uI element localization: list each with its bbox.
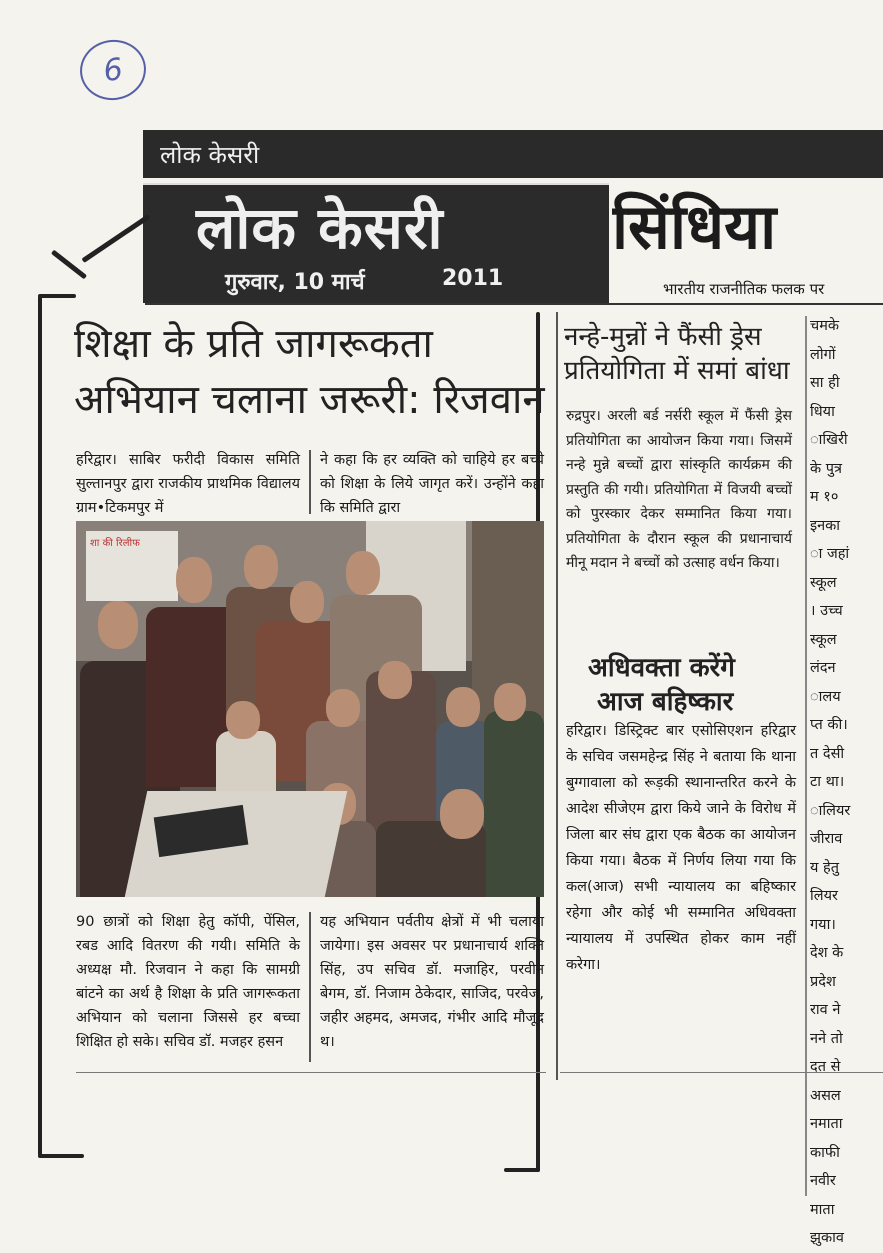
edge-column-line: ा जहां	[810, 546, 850, 562]
edge-column-line: प्त की।	[810, 717, 848, 733]
masthead-topbar-text: लोक केसरी	[160, 141, 260, 169]
photo-notice-board: शा की रिलीफ	[86, 531, 178, 601]
edge-column-line: काफी	[810, 1144, 840, 1161]
edge-column-line: दत से	[810, 1059, 841, 1075]
article1-col2-top: ने कहा कि हर व्यक्ति को चाहिये हर बच्चे को शिक्षा के लिये जागृत करें। उन्होंने कहा कि समिति द्वारा	[320, 452, 544, 516]
article1-col1-top: हरिद्वार। साबिर फरीदी विकास समिति सुल्तानपुर द्वारा राजकीय प्राथमिक विद्यालय ग्राम•टिकमपुर में	[76, 452, 300, 516]
section-divider	[556, 312, 558, 1080]
photo-face	[98, 601, 138, 649]
article2-body: रुद्रपुर। अरली बर्ड नर्सरी स्कूल में फैंसी ड्रेस प्रतियोगिता का आयोजन किया गया। जिसमें नन्हे मुन्ने बच्चों द्वारा सांस्कृति कार्यक्रम की प्रस्तुति की गयी। प्रतियोगिता में विजयी बच्चों को पुरस्कार देकर सम्मानित किया गया। प्रतियोगिता के दौरान स्कूल की प्रधानाचार्य मीनू मदान ने बच्चों को उत्साह वर्धन किया।	[566, 408, 792, 571]
edge-column-line: राव ने	[810, 1002, 841, 1018]
edge-column-line: त देसी	[810, 745, 845, 762]
edge-column-line: प्रदेश	[810, 973, 836, 990]
photo-face	[326, 689, 360, 727]
edge-column-line: माता	[810, 1201, 835, 1218]
checkmark-stroke-2	[81, 214, 150, 263]
edge-column-line: ाखिरी	[810, 432, 848, 448]
photo-face	[378, 661, 412, 699]
article1-col2-bottom: यह अभियान पर्वतीय क्षेत्रों में भी चलाया जायेगा। इस अवसर पर प्रधानाचार्य शक्ति सिंह, उप सचिव डॉ. मजाहिर, परवीन बेगम, डॉ. निजाम ठेकेदार, साजिद, परवेज, जहीर अहमद, अमजद, गंभीर आदि मौजूद थ।	[320, 914, 544, 1050]
edge-column-divider	[805, 316, 807, 1196]
article1-bottom-rule	[76, 1072, 546, 1073]
article1-headline-line1: शिक्षा के प्रति जागरूकता	[74, 321, 433, 367]
adjacent-headline: सिंधिया	[612, 190, 777, 263]
handwritten-page-number: 6	[76, 36, 150, 105]
edge-column-line: देश के	[810, 945, 844, 961]
edge-column-line: सा ही	[810, 375, 840, 391]
adjacent-subline: भारतीय राजनीतिक फलक पर	[663, 280, 825, 298]
column-rule-top	[309, 450, 311, 514]
checkmark-stroke-1	[51, 250, 87, 280]
article1-headline	[74, 316, 554, 428]
edge-column-line: चमके	[810, 318, 840, 334]
photo-face	[440, 789, 484, 839]
edge-column-line: नवीर	[810, 1173, 836, 1189]
edge-column	[810, 312, 883, 1253]
photo-face	[176, 557, 212, 603]
edge-column-line: स्कूल	[810, 631, 837, 648]
article3-body: हरिद्वार। डिस्ट्रिक्ट बार एसोसिएशन हरिद्वार के सचिव जसमहेन्द्र सिंह ने बताया कि थाना बुग्गावाला को रूड़की स्थानान्तरित करने के आदेश सीजेएम द्वारा किये जाने के विरोध में जिला बार संघ द्वारा एक बैठक का आयोजन किया गया। बैठक में निर्णय लिया गया कि कल(आज) सभी न्यायालय का बहिष्कार रहेगा और कोई भी सम्मानित अधिवक्ता न्यायालय में उपस्थित होकर काम नहीं करेगा।	[566, 723, 796, 973]
issue-year: 2011	[442, 266, 504, 291]
article1-col1-bottom: 90 छात्रों को शिक्षा हेतु कॉपी, पेंसिल, रबड आदि वितरण की गयी। समिति के अध्यक्ष मौ. रिजवान ने कहा कि सामग्री बांटने का अर्थ है शिक्षा के प्रति जागरूकता अभियान को चलाना जिससे हर बच्चा शिक्षित हो सके। सचिव डॉ. मजहर हसन	[76, 914, 300, 1050]
edge-column-line: झुकाव	[810, 1230, 844, 1246]
photo-face	[226, 701, 260, 739]
edge-column-line: । उच्च	[810, 603, 843, 619]
edge-column-line: नमाता	[810, 1116, 843, 1132]
edge-column-line: लियर	[810, 888, 838, 904]
edge-column-line: टा था।	[810, 774, 845, 790]
edge-column-line: ालय	[810, 688, 841, 705]
edge-column-line: जीराव	[810, 831, 843, 847]
edge-column-line: स्कूल	[810, 574, 837, 591]
bracket-bottom-left	[38, 1154, 84, 1158]
edge-column-line: गया।	[810, 916, 836, 933]
edge-column-line: लंदन	[810, 660, 836, 676]
article1-photo	[76, 521, 544, 897]
edge-column-line: धिया	[810, 403, 835, 420]
photo-face	[346, 551, 380, 595]
photo-face	[244, 545, 278, 589]
article3-headline-line2: आज बहिष्कार	[597, 687, 734, 717]
photo-face	[446, 687, 480, 727]
article1-headline-line2: अभियान चलाना जरूरी: रिजवान	[74, 377, 545, 423]
bracket-bottom-right	[504, 1168, 540, 1172]
photo-face	[290, 581, 324, 623]
edge-column-line: नने तो	[810, 1030, 843, 1047]
edge-column-line: के पुत्र	[810, 460, 842, 477]
photo-face	[494, 683, 526, 721]
article3-headline-line1: अधिवक्ता करेंगे	[588, 653, 735, 683]
edge-column-line: लोगों	[810, 346, 836, 363]
photo-child	[484, 711, 544, 897]
issue-date: गुरुवार, 10 मार्च	[225, 270, 365, 295]
edge-column-line: इनका	[810, 517, 841, 534]
column-rule-bottom	[309, 912, 311, 1062]
edge-column-line: म १०	[810, 489, 839, 505]
edge-column-line: य हेतु	[810, 859, 839, 876]
article2-headline: नन्हे-मुन्नों ने फैंसी ड्रेस प्रतियोगिता में समां बांधा	[564, 322, 790, 386]
masthead-rule	[145, 303, 883, 305]
bracket-left	[38, 296, 42, 1156]
newspaper-title: लोक केसरी	[196, 194, 444, 262]
edge-column-line: ालियर	[810, 802, 851, 819]
bracket-top-left	[38, 294, 76, 298]
edge-column-line: असल	[810, 1087, 841, 1104]
